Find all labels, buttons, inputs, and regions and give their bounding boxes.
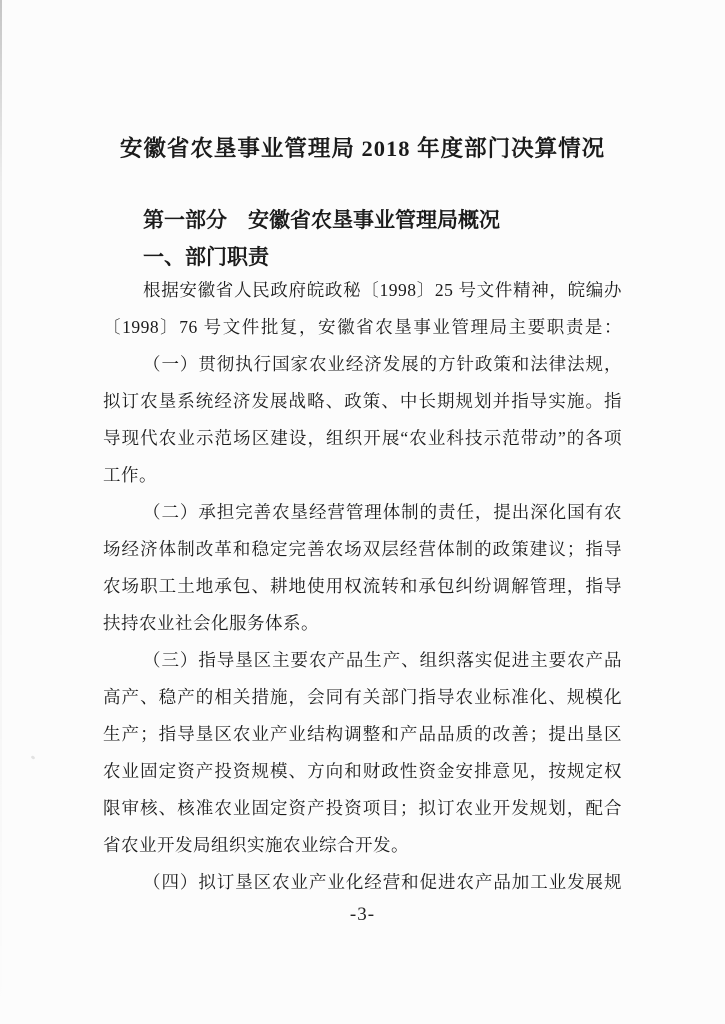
section-heading: 一、部门职责: [143, 245, 269, 269]
page-title: 安徽省农垦事业管理局 2018 年度部门决算情况: [119, 136, 606, 161]
body-line: 根据安徽省人民政府皖政秘〔1998〕25 号文件精神，皖编办: [143, 280, 622, 300]
body-line: （一）贯彻执行国家农业经济发展的方针政策和法律法规，: [143, 354, 622, 374]
body-line: （三）指导垦区主要农产品生产、组织落实促进主要农产品: [143, 650, 622, 670]
body-line: 导现代农业示范场区建设，组织开展“农业科技示范带动”的各项: [103, 428, 622, 448]
scan-speckle: [31, 755, 36, 760]
body-line: 场经济体制改革和稳定完善农场双层经营体制的政策建议；指导: [103, 539, 622, 559]
body-text: [103, 272, 622, 901]
body-line: 省农业开发局组织实施农业综合开发。: [103, 835, 409, 855]
body-line: 生产；指导垦区农业产业结构调整和产品品质的改善；提出垦区: [103, 724, 622, 744]
body-line: 限审核、核准农业固定资产投资项目；拟订农业开发规划，配合: [103, 798, 622, 818]
body-line: 农场职工土地承包、耕地使用权流转和承包纠纷调解管理，指导: [103, 576, 622, 596]
part-heading: 第一部分 安徽省农垦事业管理局概况: [143, 208, 500, 232]
body-line: （四）拟订垦区农业产业化经营和促进农产品加工业发展规: [143, 872, 622, 892]
body-line: 扶持农业社会化服务体系。: [103, 613, 319, 633]
body-line: 〔1998〕76 号文件批复，安徽省农垦事业管理局主要职责是：: [103, 317, 622, 337]
body-line: 工作。: [103, 465, 157, 485]
body-line: 农业固定资产投资规模、方向和财政性资金安排意见，按规定权: [103, 761, 622, 781]
body-line: 高产、稳产的相关措施，会同有关部门指导农业标准化、规模化: [103, 687, 622, 707]
body-line: 拟订农垦系统经济发展战略、政策、中长期规划并指导实施。指: [103, 391, 622, 411]
page-number: -3-: [349, 904, 376, 925]
body-line: （二）承担完善农垦经营管理体制的责任，提出深化国有农: [143, 502, 622, 522]
